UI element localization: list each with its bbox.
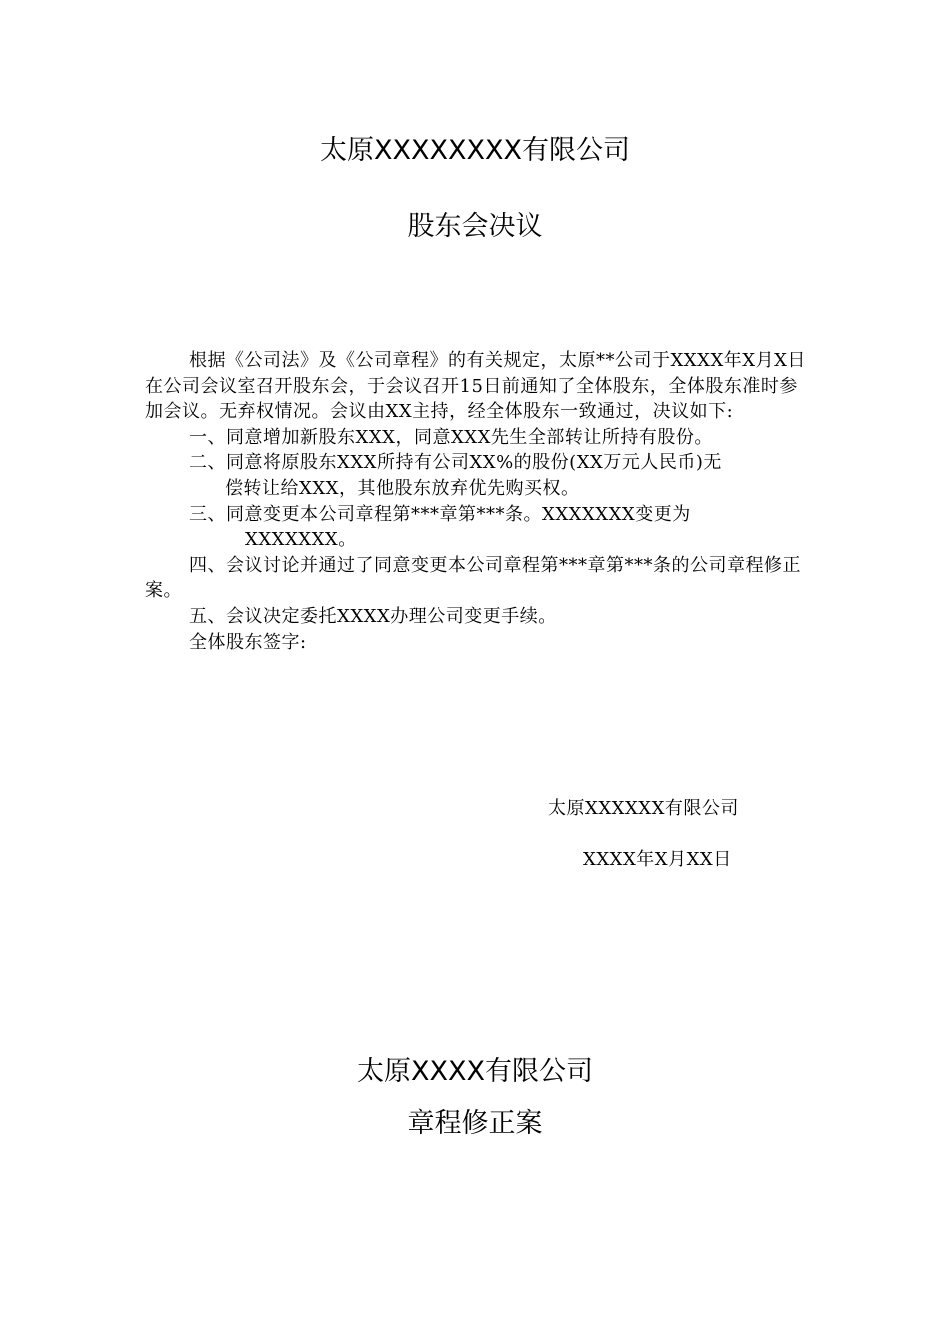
resolution-item-2-continuation: 偿转让给XXX，其他股东放弃优先购买权。 <box>225 477 580 499</box>
amendment-company-title: 太原XXXX有限公司 <box>357 1056 593 1087</box>
resolution-item-5: 五、会议决定委托XXXX办理公司变更手续。 <box>189 605 557 627</box>
resolution-body <box>145 348 807 655</box>
resolution-item-1-text: 一、同意增加新股东XXX，同意XXX先生全部转让所持有股份。 <box>189 426 713 448</box>
signature-company: 太原XXXXXX有限公司 <box>548 798 739 819</box>
resolution-item-3-continuation: XXXXXXX。 <box>245 529 357 551</box>
amendment-title: 章程修正案 <box>407 1108 543 1139</box>
resolution-item-1 <box>145 425 807 451</box>
resolution-item-2 <box>145 450 807 501</box>
resolution-item-2-text: 二、同意将原股东XXX所持有公司XX%的股份(XX万元人民币)无 <box>189 452 722 474</box>
document-title: 股东会决议 <box>407 211 543 242</box>
company-title: 太原XXXXXXXX有限公司 <box>320 135 630 166</box>
resolution-item-3 <box>145 502 807 553</box>
signature-label: 全体股东签字: <box>189 631 307 653</box>
signature-date: XXXX年X月XX日 <box>583 849 732 870</box>
resolution-item-3-text: 三、同意变更本公司章程第***章第***条。XXXXXXX变更为 <box>189 503 691 525</box>
intro-paragraph: 根据《公司法》及《公司章程》的有关规定，太原**公司于XXXX年X月X日在公司会议室召开股东会，于会议召开15日前通知了全体股东，全体股东准时参加会议。无弃权情况。会议由XX主持，经全体股东一致通过，决议如下: <box>145 350 806 423</box>
resolution-item-4: 四、会议讨论并通过了同意变更本公司章程第***章第***条的公司章程修正案。 <box>145 554 801 602</box>
